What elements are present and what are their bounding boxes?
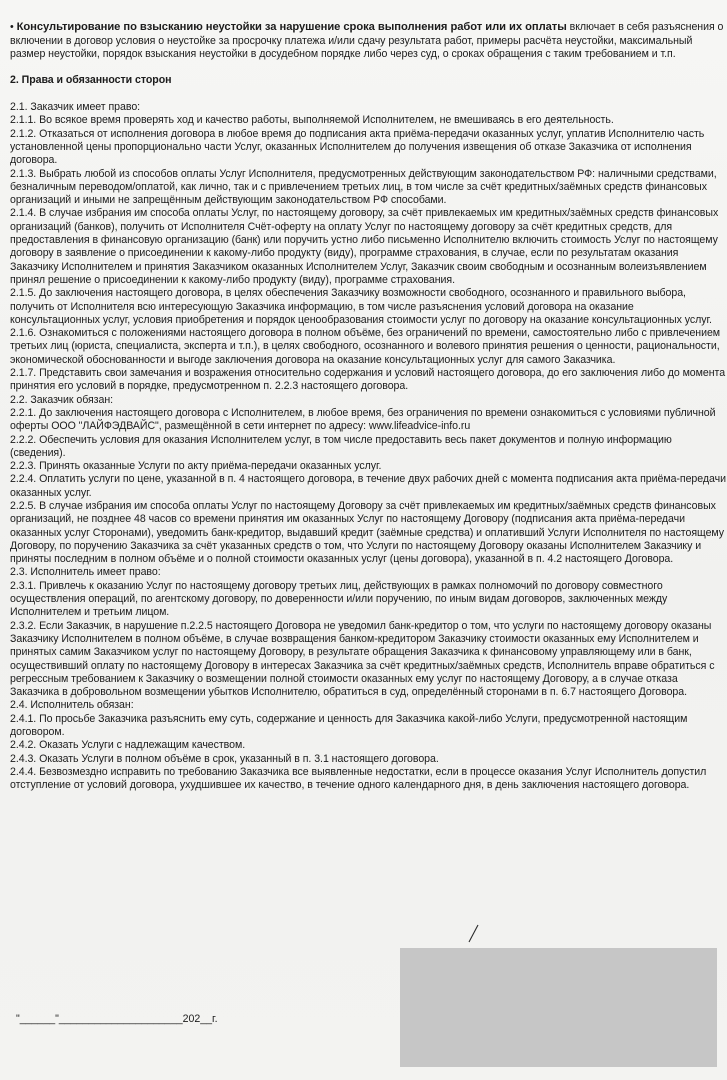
clause-2-3-1: 2.3.1. Привлечь к оказанию Услуг по настоящему договору третьих лиц, действующих в рамках полномочий по договору совместного осуществления операций, по агентскому договору, по доверенности и/или поручению, по иным видам договоров, заключенных между Исполнителем и третьим лицом. bbox=[10, 579, 668, 619]
clause-2-4-4: 2.4.4. Безвозмездно исправить по требованию Заказчика все выявленные недостатки, если в процессе оказания Услуг Исполнитель допустил отступление от условий договора, ухудшившее их качество, в течение одного календарного дня, в день заключения настоящего договора. bbox=[10, 765, 707, 792]
clause-2-3: 2.3. Исполнитель имеет право: bbox=[10, 566, 161, 579]
clause-2-2-5: 2.2.5. В случае избрания им способа оплаты Услуг по настоящему Договору за счёт привлекаемых им кредитных/заёмных средств финансовых организаций, не позднее 48 часов со времени принятия им оказанных Услуг по настоящему Договору (подписания акта приёма-передачи оказанных услуг Сторонами), уведомить банк-кредитор, выдавший кредит (заёмные средства) и оплативший Услуги Исполнителя по настоящему Договору, по поручению Заказчика за счёт указанных средств о том, что Услуги по настоящему Договору оказаны Исполнителем Заказчику и приняты последним в полном объёме и о полной стоимости оказанных услуг (цены договора), указанной в п. 4.2 настоящего Договора. bbox=[10, 499, 725, 566]
intro-text: включает в себя разъяснения о включении в договор условия о неустойке за просрочку платежа и/или сдачу результата работ, примеры расчёта неустойки, максимальный размер неустойки, порядок взыскания неустойки в досудебном порядке либо через суд, о сроках обращения с таким требованием и т.п. bbox=[10, 21, 724, 60]
clause-2-1: 2.1. Заказчик имеет право: bbox=[10, 101, 141, 114]
clause-2-2: 2.2. Заказчик обязан: bbox=[10, 393, 114, 406]
clauses-list bbox=[10, 101, 726, 792]
clause-2-2-3: 2.2.3. Принять оказанные Услуги по акту приёма-передачи оказанных услуг. bbox=[10, 460, 382, 473]
intro-title: Консультирование по взысканию неустойки за нарушение срока выполнения работ или их оплаты bbox=[16, 21, 567, 34]
clause-2-1-1: 2.1.1. Во всякое время проверять ход и качество работы, выполняемой Исполнителем, не вмешиваясь в его деятельность. bbox=[10, 114, 614, 127]
clause-2-2-2: 2.2.2. Обеспечить условия для оказания Исполнителем услуг, в том числе предоставить весь пакет документов и полную информацию (сведения). bbox=[10, 433, 672, 459]
clause-2-1-3: 2.1.3. Выбрать любой из способов оплаты Услуг Исполнителя, предусмотренных действующим законодательством РФ: наличными средствами, безналичным переводом/оплатой, как лично, так и с привлечением третьих лиц, в том числе за счёт кредитных/заёмных средств финансовых организаций и иными не запрещённым действующим законодательством РФ способами. bbox=[10, 167, 717, 207]
clause-2-4-1: 2.4.1. По просьбе Заказчика разъяснить ему суть, содержание и ценность для Заказчика какой-либо Услуги, предусмотренной настоящим договором. bbox=[10, 712, 688, 739]
clause-2-1-5: 2.1.5. До заключения настоящего договора, в целях обеспечения Заказчику возможности свободного, осознанного и правильного выбора, получить от Исполнителя всю интересующую Заказчика информацию, в том числе разъяснения условий договора на оказание консультационных услуг, условия приобретения и порядок ценообразования стоимости услуг по договору на оказание консультационных услуг. bbox=[10, 287, 712, 326]
clause-2-2-4: 2.2.4. Оплатить услуги по цене, указанной в п. 4 настоящего договора, в течение двух рабочих дней с момента подписания акта приёма-передачи оказанных услуг. bbox=[10, 473, 726, 499]
intro-paragraph bbox=[10, 21, 726, 61]
clause-2-4-2: 2.4.2. Оказать Услуги с надлежащим качеством. bbox=[10, 739, 246, 752]
clause-2-3-2: 2.3.2. Если Заказчик, в нарушение п.2.2.5 настоящего Договора не уведомил банк-кредитор о том, что услуги по настоящему договору оказаны Заказчику Исполнителем в полном объёме, в случае возвращения банком-кредитором Заказчику стоимости оказанных ему Исполнителем и принятых самим Заказчиком услуг по настоящему Договору, в результате обращения Заказчика к финансовому управляющему или в банк, осуществивший оплату по настоящему Договору в интересах Заказчика за счёт кредитных/заёмных средств, Исполнитель вправе обратиться с регрессным требованием к Заказчику о возмещении полной стоимости оказанных ему услуг по настоящему Договору, а в случае отказа Заказчика в добровольном возмещении убытков Исполнителю, обратиться в суд, определённый сторонами в п. 6.7 настоящего Договора. bbox=[10, 619, 715, 699]
redaction-box bbox=[400, 948, 717, 1067]
section-title: 2. Права и обязанности сторон bbox=[10, 74, 172, 87]
clause-2-1-6: 2.1.6. Ознакомиться с положениями настоящего договора в полном объёме, без ограничений по времени, самостоятельно либо с привлечением третьих лиц (юриста, специалиста, эксперта и т.п.), в целях свободного, осознанного и волевого принятия решения о ценности, рациональности, экономической обоснованности и выгоде заключения договора на оказание консультационных услуг для самого Заказчика. bbox=[10, 327, 721, 366]
clause-2-1-4: 2.1.4. В случае избрания им способа оплаты Услуг, по настоящему договору, за счёт привлекаемых им кредитных/заёмных средств финансовых организаций (банков), получить от Исполнителя Счёт-оферту на оплату Услуг по настоящему договору за счёт кредитных средств, для предоставления в финансовую организацию (банк) или поручить устно либо письменно Исполнителю включить стоимость Услуг по настоящему договору в заявление о присоединении к какому-либо продукту (виду), программе страхования, в случае, если по результатам оказания Заказчику Исполнителем и принятия Заказчиком оказанных Исполнителем Услуг, Заказчик своим свободным и осознанным волеизъявлением принял решение о присоединении к какому-либо продукту (виду), программе страхования. bbox=[10, 207, 719, 286]
contract-text bbox=[10, 8, 726, 806]
date-line: "______"_____________________202__г. bbox=[16, 1013, 218, 1025]
clause-2-2-1: 2.2.1. До заключения настоящего договора с Исполнителем, в любое время, без ограничения по времени ознакомиться с условиями публичной оферты ООО "ЛАЙФЭДВАЙС", размещённой в сети интернет по адресу: www.lifeadvice-info.ru bbox=[10, 406, 716, 433]
clause-2-1-7: 2.1.7. Представить свои замечания и возражения относительно содержания и условий настоящего договора, до его заключения либо до момента принятия его условий в порядке, предусмотренном п. 2.2.3 настоящего договора. bbox=[10, 367, 726, 393]
clause-2-4: 2.4. Исполнитель обязан: bbox=[10, 699, 134, 712]
clause-2-4-3: 2.4.3. Оказать Услуги в полном объёме в срок, указанный в п. 3.1 настоящего договора. bbox=[10, 752, 439, 765]
intro-bullet: • bbox=[10, 21, 14, 34]
clause-2-1-2: 2.1.2. Отказаться от исполнения договора в любое время до подписания акта приёма-передачи оказанных услуг, уплатив Исполнителю часть установленной цены пропорционально части Услуг, оказанных Исполнителем до получения извещения об отказе Заказчика от исполнения договора. bbox=[10, 127, 705, 167]
pen-mark bbox=[466, 924, 480, 944]
